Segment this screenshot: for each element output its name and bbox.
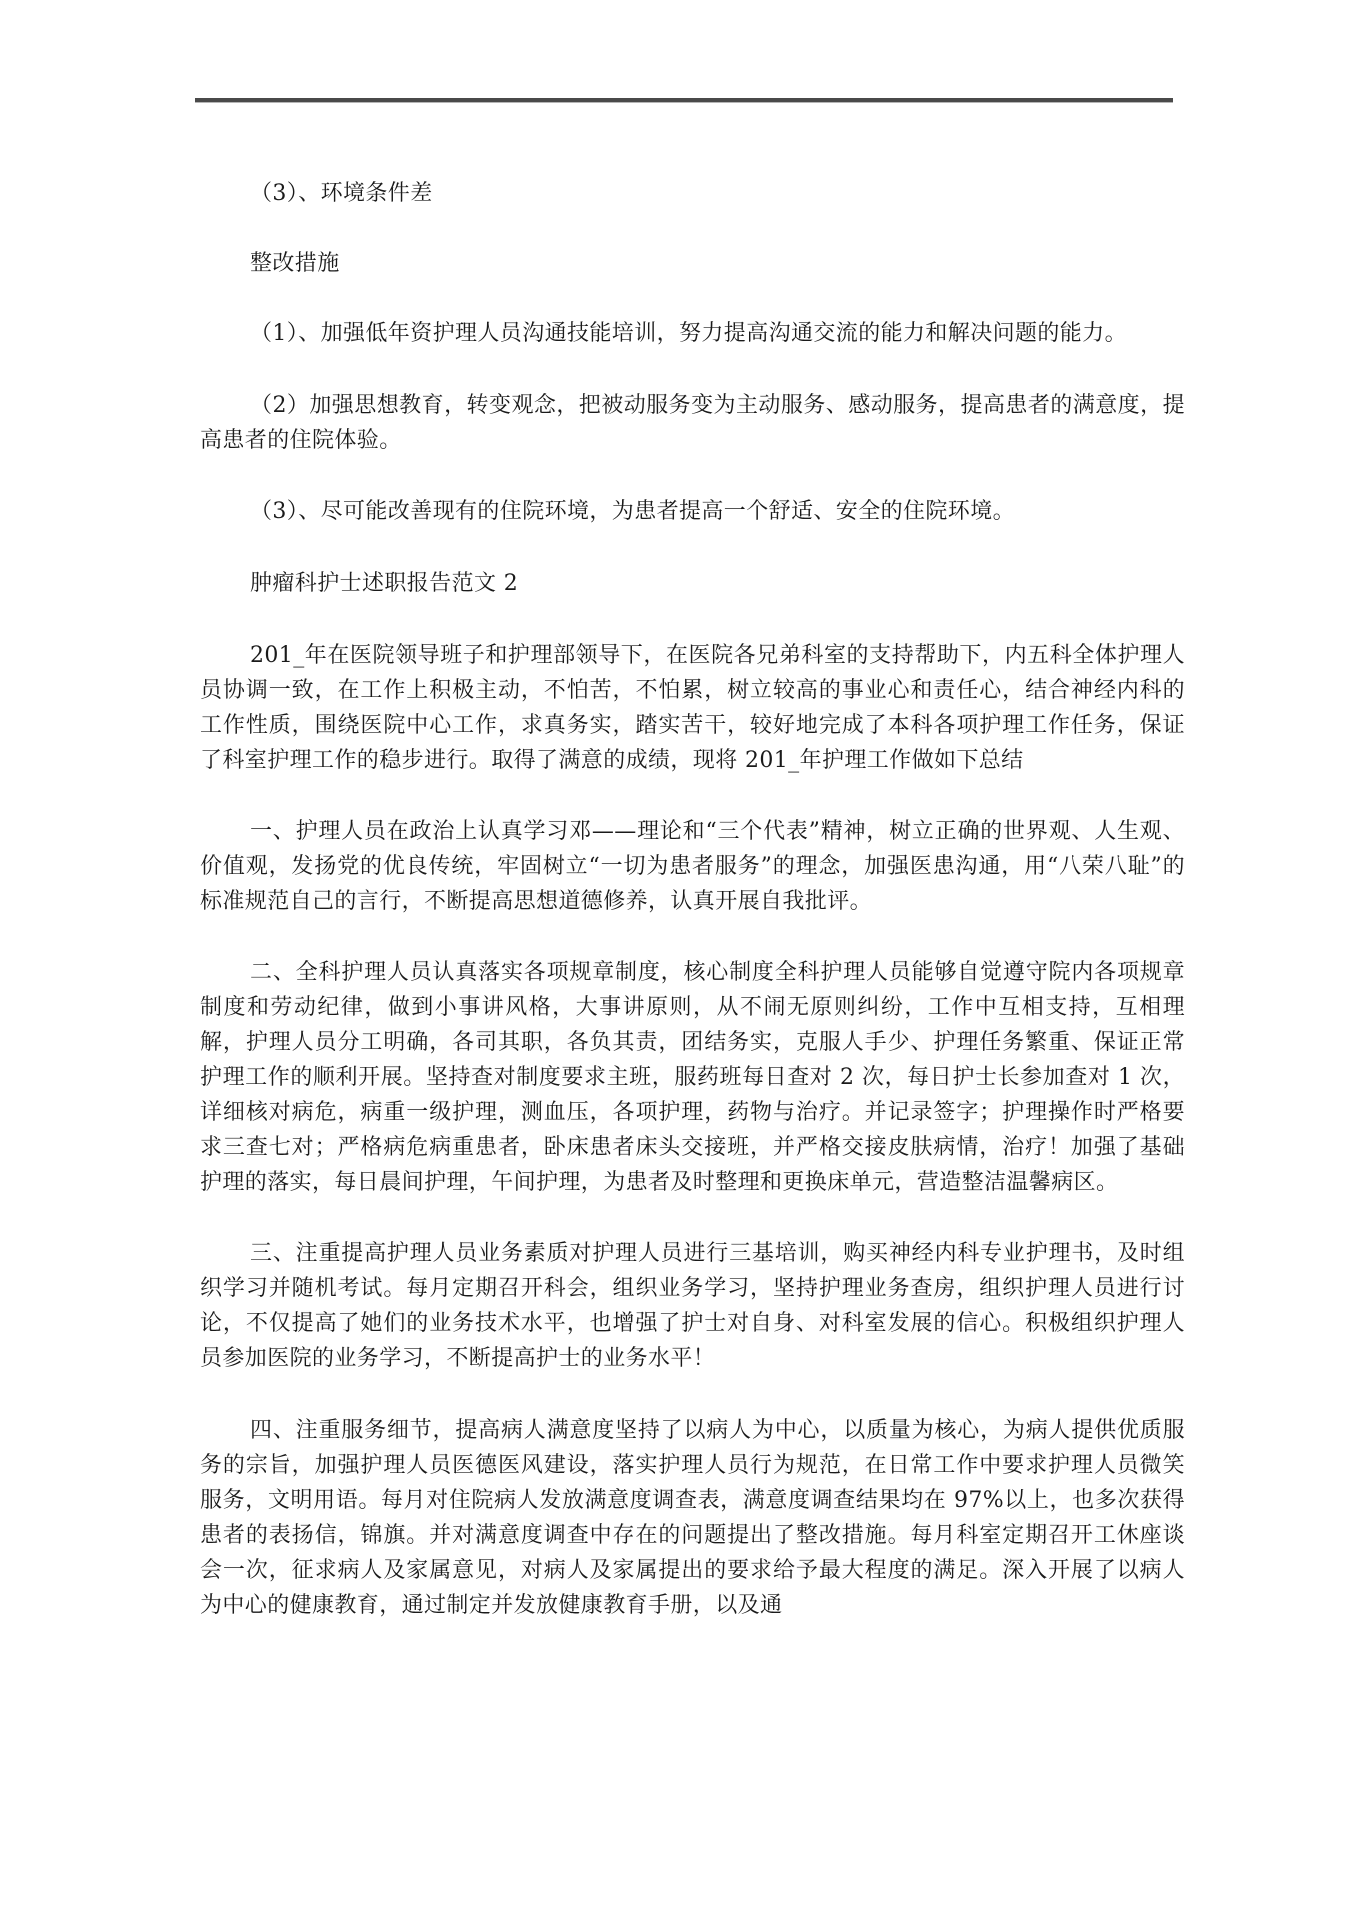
paragraph-4: （2）加强思想教育，转变观念，把被动服务变为主动服务、感动服务，提高患者的满意度，提高患者的住院体验。 [200,393,1185,453]
paragraph-1: （3）、环境条件差 [250,181,433,206]
paragraph-5: （3）、尽可能改善现有的住院环境，为患者提高一个舒适、安全的住院环境。 [250,499,1015,524]
paragraph-11: 四、注重服务细节，提高病人满意度坚持了以病人为中心，以质量为核心，为病人提供优质服务的宗旨，加强护理人员医德医风建设，落实护理人员行为规范，在日常工作中要求护理人员微笑服务，文明用语。每月对住院病人发放满意度调查表，满意度调查结果均在 97%以上，也多次获得患者的表扬信，锦旗。并对满意度调查中存在的问题提出了整改措施。每月科室定期召开工休座谈会一次，征求病人及家属意见，对病人及家属提出的要求给予最大程度的满足。深入开展了以病人为中心的健康教育，通过制定并发放健康教育手册，以及通 [200,1418,1185,1618]
paragraph-3: （1）、加强低年资护理人员沟通技能培训，努力提高沟通交流的能力和解决问题的能力。 [250,321,1127,346]
report-title-2: 肿瘤科护士述职报告范文 2 [250,571,519,596]
paragraph-7: 201_年在医院领导班子和护理部领导下，在医院各兄弟科室的支持帮助下，内五科全体护理人员协调一致，在工作上积极主动，不怕苦，不怕累，树立较高的事业心和责任心，结合神经内科的工作性质，围绕医院中心工作，求真务实，踏实苦干，较好地完成了本科各项护理工作任务，保证了科室护理工作的稳步进行。取得了满意的成绩，现将 201_年护理工作做如下总结 [200,643,1185,773]
paragraph-10: 三、注重提高护理人员业务素质对护理人员进行三基培训，购买神经内科专业护理书，及时组织学习并随机考试。每月定期召开科会，组织业务学习，坚持护理业务查房，组织护理人员进行讨论，不仅提高了她们的业务技术水平，也增强了护士对自身、对科室发展的信心。积极组织护理人员参加医院的业务学习，不断提高护士的业务水平！ [200,1241,1185,1371]
paragraph-9: 二、全科护理人员认真落实各项规章制度，核心制度全科护理人员能够自觉遵守院内各项规章制度和劳动纪律，做到小事讲风格，大事讲原则，从不闹无原则纠纷，工作中互相支持，互相理解，护理人员分工明确，各司其职，各负其责，团结务实，克服人手少、护理任务繁重、保证正常护理工作的顺利开展。坚持查对制度要求主班，服药班每日查对 2 次，每日护士长参加查对 1 次，详细核对病危，病重一级护理，测血压，各项护理，药物与治疗。并记录签字；护理操作时严格要求三查七对；严格病危病重患者，卧床患者床头交接班，并严格交接皮肤病情，治疗！加强了基础护理的落实，每日晨间护理，午间护理，为患者及时整理和更换床单元，营造整洁温馨病区。 [200,960,1185,1195]
section-heading-rectification: 整改措施 [250,251,340,276]
header-rule [195,98,1173,103]
document-body [200,176,1185,1655]
paragraph-8: 一、护理人员在政治上认真学习邓——理论和“三个代表”精神，树立正确的世界观、人生观、价值观，发扬党的优良传统，牢固树立“一切为患者服务”的理念，加强医患沟通，用“八荣八耻”的标准规范自己的言行，不断提高思想道德修养，认真开展自我批评。 [200,819,1185,914]
